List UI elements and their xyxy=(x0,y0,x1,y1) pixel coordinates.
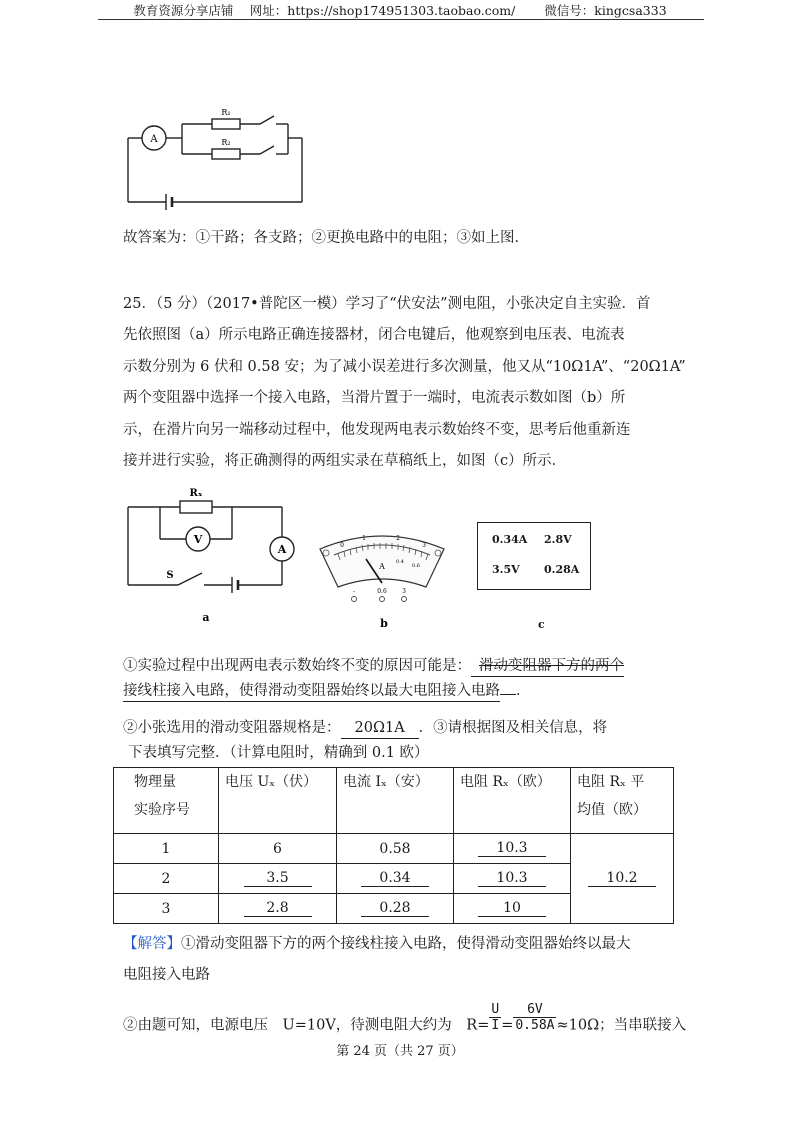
dial-label-3: 3 xyxy=(422,542,426,549)
solution-text-3-suffix: ≈10Ω；当串联接入 xyxy=(556,1017,687,1034)
fraction-2-denominator: 0.58A xyxy=(515,1018,555,1033)
dial-label-2: 2 xyxy=(396,535,400,542)
circuit-diagram-parallel xyxy=(120,100,310,210)
switch-label: S xyxy=(166,570,174,581)
figure-b-ammeter-dial xyxy=(312,525,452,635)
item-2-suffix: ．③请根据图及相关信息，将 xyxy=(418,720,608,736)
fraction-2-numerator: 6V xyxy=(513,1002,556,1018)
dial-label-06: 0.6 xyxy=(412,563,420,569)
figure-b-caption: b xyxy=(380,617,388,630)
row-3-index: 3 xyxy=(114,894,219,924)
row-2-index: 2 xyxy=(114,864,219,894)
header-divider xyxy=(98,19,704,20)
average-resistance: 10.2 xyxy=(588,870,656,887)
item-1-answer-part-2: 接线柱接入电路，使得滑动变阻器始终以最大电阻接入电路 xyxy=(123,681,500,702)
results-table xyxy=(113,767,674,924)
item-2-line-2: 下表填写完整．（计算电阻时，精确到 0.1 欧） xyxy=(128,745,429,761)
header-resistance: 电阻 Rₓ（欧） xyxy=(454,768,571,834)
item-1-line-1 xyxy=(123,656,624,677)
terminal-neg: - xyxy=(352,588,356,595)
fraction-u-over-i xyxy=(489,1002,501,1033)
fraction-1-numerator: U xyxy=(491,1002,500,1017)
header-average-text: 电阻 Rₓ 平 均值（欧） xyxy=(577,774,647,818)
fraction-1-denominator: I xyxy=(491,1018,500,1033)
solution-text-3-prefix: ②由题可知，电源电压 U=10V，待测电阻大约为 R= xyxy=(123,1017,490,1034)
rx-label: Rₓ xyxy=(189,488,203,499)
question-25-line-3: 示数分别为 6 伏和 0.58 安；为了减小误差进行多次测量，他又从“10Ω1A”、“20Ω1A” xyxy=(123,359,686,375)
terminal-06: 0.6 xyxy=(377,588,387,595)
header-voltage: 电压 Uₓ（伏） xyxy=(219,768,337,834)
page-footer: 第 24 页（共 27 页） xyxy=(336,1044,464,1059)
ammeter-label: A xyxy=(150,134,158,145)
item-1-line-2 xyxy=(123,681,531,702)
table-row xyxy=(114,834,674,864)
dial-label-0: 0 xyxy=(340,542,344,549)
row-3-voltage: 2.8 xyxy=(244,900,312,917)
figure-c-record-box xyxy=(477,522,591,590)
row-1-resistance: 10.3 xyxy=(478,840,546,857)
r1-label: R₁ xyxy=(221,108,231,117)
question-25-line-6: 接并进行实验，将正确测得的两组实录在草稿纸上，如图（c）所示． xyxy=(123,453,567,469)
row-2-resistance: 10.3 xyxy=(478,870,546,887)
record-r2c2: 0.28A xyxy=(544,563,580,576)
page-header: 教育资源分享店铺 网址：https://shop174951303.taobao.com/ 微信号：kingcsa333 xyxy=(133,3,667,18)
figure-a-circuit xyxy=(120,485,300,630)
solution-line-3: ②由题可知，电源电压 U=10V，待测电阻大约为 R= $\frac{U}{I}$ = $\frac{6V}{0.58A}$ ≈10Ω；当串联接入 xyxy=(123,1002,687,1034)
row-3-current: 0.28 xyxy=(361,900,429,917)
solution-tag: 【解答】 xyxy=(123,936,181,952)
question-25-line-5: 示，在滑片向另一端移动过程中，他发现两电表示数始终不变，思考后他重新连 xyxy=(123,422,631,438)
solution-line-2: 电阻接入电路 xyxy=(123,967,210,983)
figure-a-caption: a xyxy=(202,611,210,624)
header-index xyxy=(114,768,219,834)
item-1-answer-part-1: 滑动变阻器下方的两个 xyxy=(471,656,624,677)
question-25-line-1: 25．（5 分）（2017•普陀区一模）学习了“伏安法”测电阻，小张决定自主实验．首 xyxy=(123,296,651,312)
solution-text-1: ①滑动变阻器下方的两个接线柱接入电路，使得滑动变阻器始终以最大 xyxy=(181,936,631,952)
record-r1c1: 0.34A xyxy=(492,533,528,546)
r2-label: R₂ xyxy=(221,138,231,147)
item-2-line-1 xyxy=(123,718,607,739)
ammeter-label-a: A xyxy=(277,543,287,556)
header-average xyxy=(571,768,674,834)
answer-24: 故答案为：①干路；各支路；②更换电路中的电阻；③如上图． xyxy=(123,230,529,246)
row-2-current: 0.34 xyxy=(361,870,429,887)
dial-unit-letter: A xyxy=(379,562,385,571)
item-1-suffix: ． xyxy=(516,683,531,699)
item-1-prefix: ①实验过程中出现两电表示数始终不变的原因可能是： xyxy=(123,658,471,674)
row-1-index: 1 xyxy=(114,834,219,864)
dial-label-04: 0.4 xyxy=(396,559,404,565)
fraction-6v-over-058a xyxy=(513,1002,556,1033)
record-r2c1: 3.5V xyxy=(492,563,520,576)
figure-c-caption: c xyxy=(538,618,545,631)
solution-line-1 xyxy=(123,934,631,954)
row-2-voltage: 3.5 xyxy=(244,870,312,887)
question-25-line-2: 先依照图（a）所示电路正确连接器材，闭合电键后，他观察到电压表、电流表 xyxy=(123,327,625,343)
item-2-prefix: ②小张选用的滑动变阻器规格是： xyxy=(123,720,341,736)
voltmeter-label: V xyxy=(193,533,203,546)
item-2-answer: 20Ω1A xyxy=(341,718,419,739)
terminal-3: 3 xyxy=(402,588,406,595)
header-index-text: 物理量 实验序号 xyxy=(134,774,190,818)
row-1-current: 0.58 xyxy=(337,834,454,864)
header-current: 电流 Iₓ（安） xyxy=(337,768,454,834)
row-1-voltage: 6 xyxy=(219,834,337,864)
record-r1c2: 2.8V xyxy=(544,533,572,546)
row-3-resistance: 10 xyxy=(478,900,546,917)
dial-label-1: 1 xyxy=(362,535,366,542)
question-25-line-4: 两个变阻器中选择一个接入电路，当滑片置于一端时，电流表示数如图（b）所 xyxy=(123,390,626,406)
